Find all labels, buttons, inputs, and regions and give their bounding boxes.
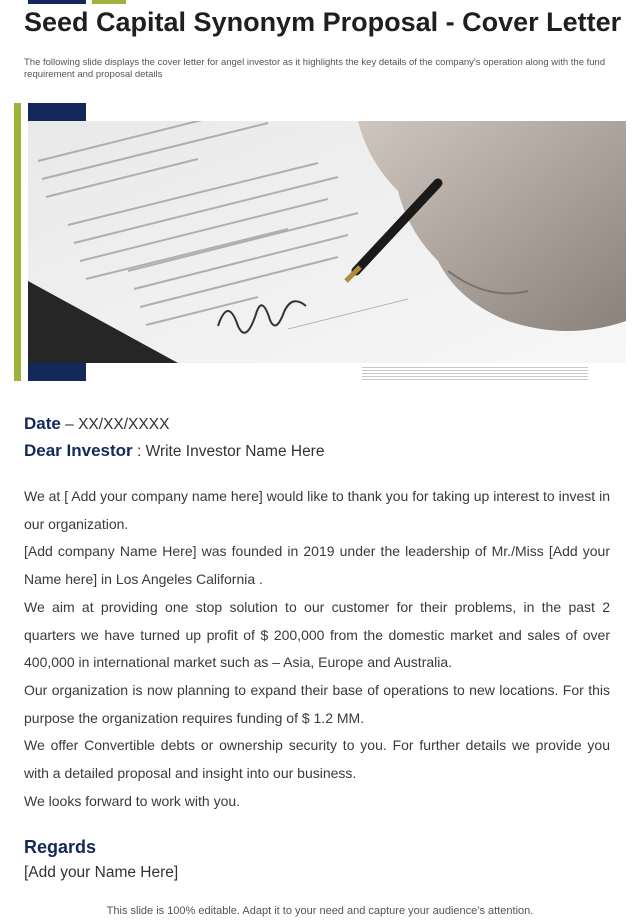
letter-paragraph: We at [ Add your company name here] would like to thank you for taking up interest to invest in our organization.: [24, 488, 610, 532]
top-accent-green: [92, 0, 126, 4]
letter-paragraph: [Add company Name Here] was founded in 2019 under the leadership of Mr./Miss [Add your Name here] in Los Angeles California .: [24, 543, 610, 588]
letter-paragraph: We offer Convertible debts or ownership security to you. For further details we provide you with a detailed proposal and insight into our business.: [24, 737, 610, 782]
photo-frame-navy-bottom: [28, 363, 86, 381]
letter-body: [24, 483, 610, 815]
letter-paragraph: We looks forward to work with you.: [24, 792, 241, 809]
decorative-lines: [362, 367, 588, 383]
photo-frame-navy-top: [28, 103, 86, 121]
closing-regards: Regards: [24, 837, 97, 857]
letter-paragraph: We aim at providing one stop solution to our customer for their problems, in the past 2 quarters we have turned up profit of $ 200,000 from the domestic market and sales of over 400,000 in international market such as – Asia, Europe and Australia.: [24, 598, 610, 671]
top-accent-navy: [28, 0, 86, 4]
photo-frame-green-bar: [14, 103, 21, 381]
footer-note: This slide is 100% editable. Adapt it to your need and capture your audience’s attention.: [106, 905, 534, 917]
salutation-label: Dear Investor: [24, 441, 133, 460]
page-title: Seed Capital Synonym Proposal - Cover Letter: [24, 7, 622, 37]
date-value: – XX/XX/XXXX: [60, 416, 170, 433]
signer-name: [Add your Name Here]: [24, 864, 179, 881]
page-subtitle: The following slide displays the cover letter for angel investor as it highlights the key details of the company's operation along with the fund requirement and proposal details: [24, 57, 606, 80]
hand-signing-document-image: [28, 121, 626, 363]
salutation-value: : Write Investor Name Here: [132, 443, 325, 460]
salutation-line: [24, 440, 324, 463]
date-label: Date: [24, 414, 61, 433]
date-line: [24, 413, 169, 436]
letter-paragraph: Our organization is now planning to expand their base of operations to new locations. For this purpose the organization requires funding of $ 1.2 MM.: [24, 681, 610, 726]
